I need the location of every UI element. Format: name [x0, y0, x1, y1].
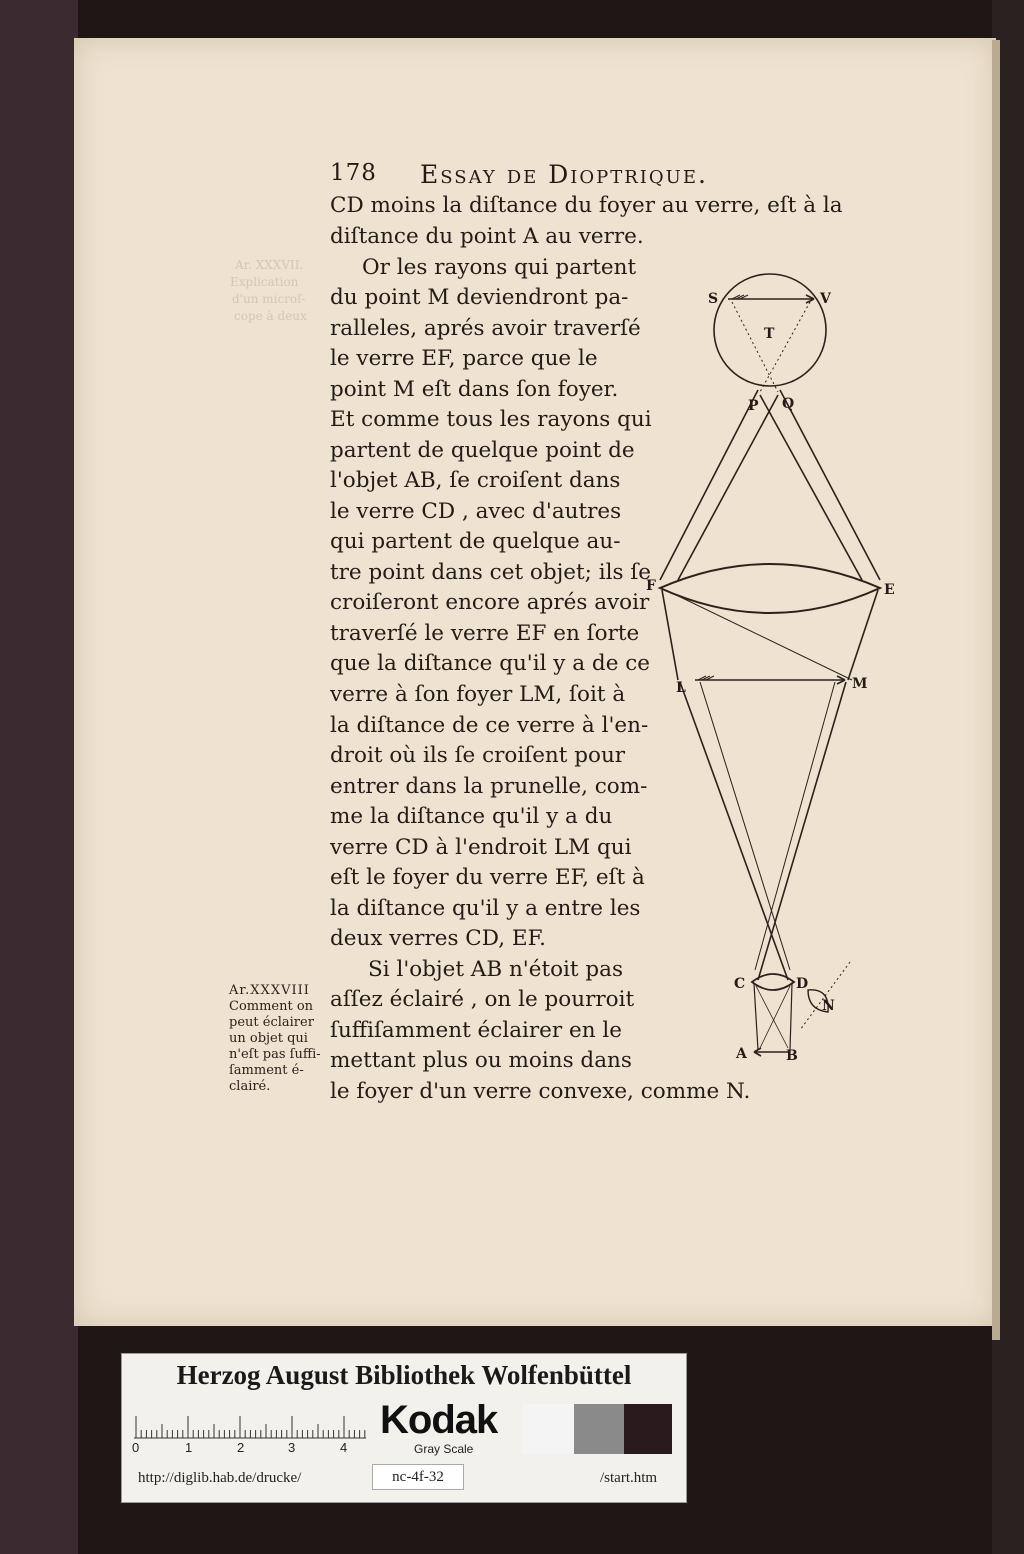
- ray: [754, 984, 758, 1050]
- ray: [760, 395, 862, 580]
- label-a: A: [736, 1046, 747, 1062]
- text-line: entrer dans la prunelle, com-: [330, 774, 648, 799]
- text-line: du point M deviendront pa-: [330, 285, 629, 310]
- ruler-number: 0: [132, 1440, 140, 1455]
- label-e: E: [884, 582, 895, 598]
- text-line: que la diſtance qu'il y a de ce: [330, 651, 651, 676]
- ray: [760, 986, 790, 1048]
- text-line: eſt le foyer du verre EF, eſt à: [330, 865, 645, 890]
- page-number: 178: [330, 160, 377, 186]
- identifier-box: nc-4f-32: [372, 1464, 464, 1490]
- show-through-text: d'un microſ-: [232, 292, 306, 306]
- label-v: V: [820, 291, 831, 307]
- margin-note-line: un objet qui: [229, 1031, 308, 1046]
- text-line: tre point dans cet objet; ils ſe: [330, 560, 652, 585]
- text-line: le verre CD , avec d'autres: [330, 499, 622, 524]
- library-title: Herzog August Bibliothek Wolfenbüttel: [176, 1360, 632, 1390]
- text-line: la diſtance qu'il y a entre les: [330, 896, 641, 921]
- text-line: diſtance du point A au verre.: [330, 224, 644, 249]
- text-line: point M eſt dans ſon foyer.: [330, 377, 619, 402]
- text-line: qui partent de quelque au-: [330, 529, 621, 554]
- ray: [780, 390, 880, 580]
- margin-note-line: peut éclairer: [229, 1015, 314, 1030]
- text-line: ralleles, aprés avoir traverſé: [330, 316, 641, 341]
- show-through-text: cope à deux: [234, 309, 307, 323]
- text-line: le foyer d'un verre convexe, comme N.: [330, 1079, 751, 1104]
- label-c: C: [734, 976, 746, 992]
- ray: [758, 682, 846, 980]
- ruler-number: 2: [237, 1440, 245, 1455]
- margin-note-line: n'eſt pas ſuffi-: [229, 1047, 321, 1062]
- text-line: verre CD à l'endroit LM qui: [330, 835, 632, 860]
- gray-swatch: [574, 1404, 624, 1454]
- ray: [662, 590, 678, 680]
- url-right: /start.htm: [600, 1470, 658, 1486]
- show-through-text: Ar. XXXVII.: [235, 258, 304, 272]
- text-line: droit où ils ſe croiſent pour: [330, 743, 626, 768]
- ray: [756, 986, 788, 1048]
- optical-diagram: [640, 270, 900, 1070]
- label-t: T: [764, 326, 775, 342]
- label-p: P: [748, 398, 759, 414]
- text-line: ſuffiſamment éclairer en le: [330, 1018, 623, 1043]
- gray-swatch: [624, 1404, 672, 1454]
- page-edge: [992, 40, 1000, 1340]
- ruler: [134, 1402, 374, 1442]
- label-l: L: [676, 680, 686, 696]
- ray: [678, 395, 778, 580]
- label-f: F: [646, 578, 656, 594]
- text-line: la diſtance de ce verre à l'en-: [330, 713, 649, 738]
- ray: [848, 590, 878, 680]
- gray-swatch: [522, 1404, 574, 1454]
- ruler-number: 1: [185, 1440, 193, 1455]
- label-q: Q: [782, 396, 795, 412]
- kodak-logo: Kodak: [380, 1398, 498, 1442]
- label-m: M: [852, 676, 868, 692]
- label-n: N: [822, 998, 835, 1014]
- text-line: Si l'objet AB n'étoit pas: [368, 957, 623, 982]
- text-line: croiſeront encore aprés avoir: [330, 590, 650, 615]
- lens-ef: [660, 564, 880, 613]
- background-left: [0, 0, 78, 1554]
- show-through-text: Explication: [230, 275, 299, 289]
- ray: [670, 592, 852, 680]
- text-line: partent de quelque point de: [330, 438, 635, 463]
- text-line: CD moins la diſtance du foyer au verre, eſt à la: [330, 193, 843, 218]
- text-line: l'objet AB, ſe croiſent dans: [330, 468, 621, 493]
- text-line: verre à ſon foyer LM, ſoit à: [330, 682, 626, 707]
- text-line: deux verres CD, EF.: [330, 926, 546, 951]
- color-target-card: [121, 1353, 687, 1503]
- text-line: traverſé le verre EF en ſorte: [330, 621, 640, 646]
- text-line: me la diſtance qu'il y a du: [330, 804, 613, 829]
- ruler-number: 4: [340, 1440, 348, 1455]
- label-b: B: [786, 1048, 798, 1064]
- text-line: le verre EF, parce que le: [330, 346, 598, 371]
- text-line: Or les rayons qui partent: [362, 255, 637, 280]
- margin-note-line: clairé.: [229, 1079, 271, 1094]
- ray: [700, 682, 790, 970]
- text-line: mettant plus ou moins dans: [330, 1048, 632, 1073]
- label-s: S: [708, 291, 719, 307]
- ruler-number: 3: [288, 1440, 296, 1455]
- ray: [755, 682, 835, 970]
- gray-scale-label: Gray Scale: [414, 1442, 474, 1456]
- margin-note-line: Comment on: [229, 999, 314, 1014]
- eye-ray: [732, 302, 778, 392]
- label-d: D: [796, 976, 809, 992]
- url-left: http://diglib.hab.de/drucke/: [138, 1470, 302, 1486]
- text-line: aſſez éclairé , on le pourroit: [330, 987, 635, 1012]
- margin-note-line: Ar.XXXVIII: [229, 983, 310, 998]
- text-line: Et comme tous les rayons qui: [330, 407, 652, 432]
- margin-note-line: ſamment é-: [229, 1063, 304, 1078]
- eye-ray: [760, 302, 810, 392]
- ray: [790, 984, 792, 1050]
- ray: [660, 390, 758, 580]
- running-title: Essay de Dioptrique.: [420, 160, 708, 189]
